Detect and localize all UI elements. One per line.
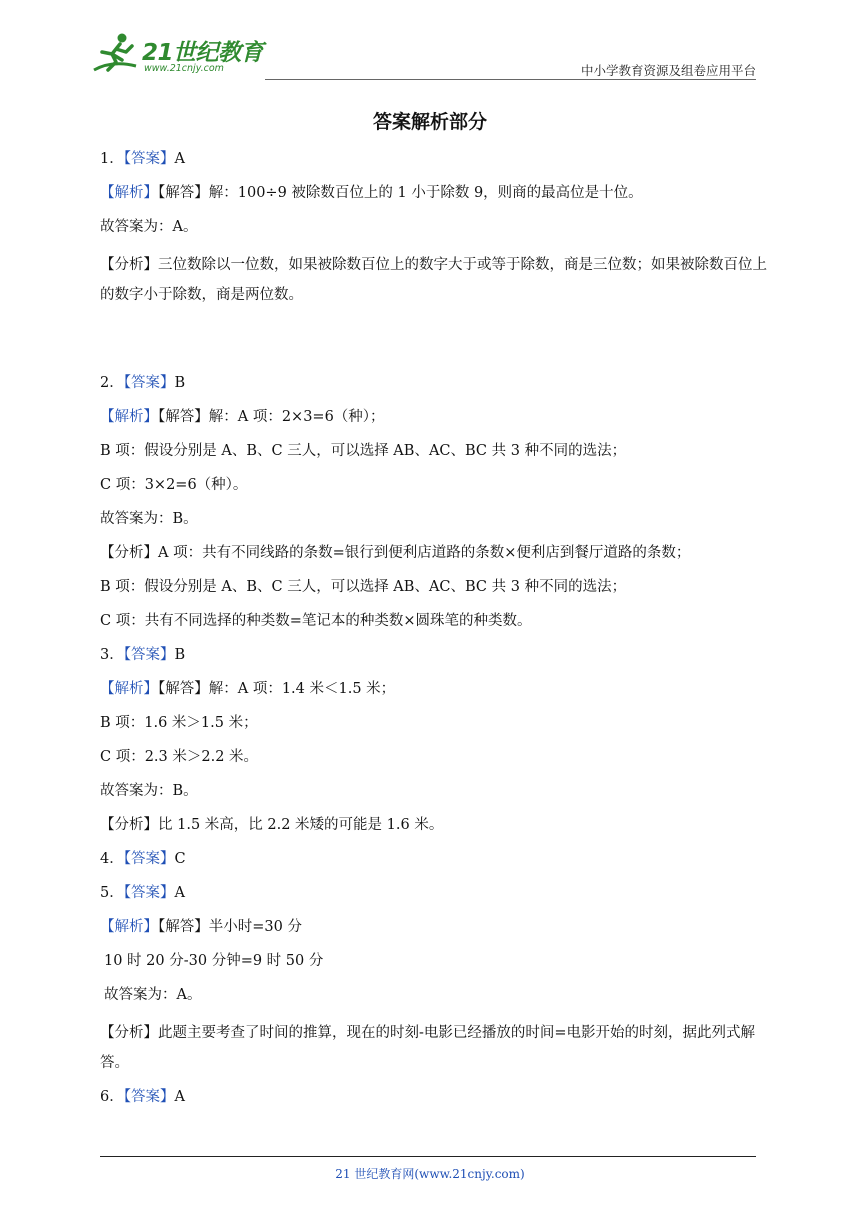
logo-url: www.21cnjy.com — [144, 63, 224, 74]
q6-answer: A — [174, 1089, 185, 1105]
spacer — [100, 318, 770, 372]
runner-logo-icon — [92, 30, 146, 78]
page-title: 答案解析部分 — [372, 111, 487, 133]
q2-conclusion: 故答案为：B。 — [100, 511, 198, 527]
q2-answer-line — [100, 372, 770, 394]
q1-answer-tag: 【答案】 — [123, 151, 175, 167]
q3-answer: B — [174, 647, 186, 663]
q5-conclusion: 故答案为：A。 — [104, 987, 202, 1003]
q1-jiexi-tag: 【解析】 — [100, 185, 158, 201]
q3-jieda: 【解答】解：A 项：1.4 米＜1.5 米； — [158, 681, 396, 697]
footer-divider — [100, 1156, 756, 1157]
q3-analysis: 【分析】比 1.5 米高，比 2.2 米矮的可能是 1.6 米。 — [100, 817, 444, 833]
q4-answer-tag: 【答案】 — [123, 851, 175, 867]
q2-jieda: 【解答】解：A 项：2×3=6（种）； — [158, 409, 385, 425]
q3-line-c: C 项：2.3 米＞2.2 米。 — [100, 749, 259, 765]
logo — [92, 30, 262, 78]
q1-jiexi-line — [100, 182, 770, 204]
q2-jiexi-tag: 【解析】 — [100, 409, 158, 425]
q2-analysis: 【分析】A 项：共有不同线路的条数=银行到便利店道路的条数×便利店到餐厅道路的条数； — [100, 545, 691, 561]
q3-number: 3． — [100, 647, 124, 663]
q1-conclusion: 故答案为：A。 — [100, 219, 198, 235]
q2-answer-tag: 【答案】 — [123, 375, 175, 391]
q4-answer-line — [100, 848, 770, 870]
q5-answer-tag: 【答案】 — [123, 885, 175, 901]
answer-content — [100, 148, 770, 1120]
q1-jieda: 【解答】解：100÷9 被除数百位上的 1 小于除数 9，则商的最高位是十位。 — [158, 185, 643, 201]
q5-analysis: 【分析】此题主要考查了时间的推算，现在的时刻-电影已经播放的时间=电影开始的时刻，据此列式解答。 — [100, 1025, 756, 1071]
platform-label: 中小学教育资源及组卷应用平台 — [580, 63, 756, 78]
q6-number: 6． — [100, 1089, 124, 1105]
q2-answer: B — [174, 375, 186, 391]
q3-line-b: B 项：1.6 米＞1.5 米； — [100, 715, 258, 731]
q2-analysis-b: B 项：假设分别是 A、B、C 三人，可以选择 AB、AC、BC 共 3 种不同的选法； — [100, 579, 627, 595]
header-divider — [265, 79, 756, 80]
q4-answer: C — [174, 851, 186, 867]
q2-line-c: C 项：3×2=6（种）。 — [100, 477, 248, 493]
q5-answer-line — [100, 882, 770, 904]
q2-analysis-c: C 项：共有不同选择的种类数=笔记本的种类数×圆珠笔的种类数。 — [100, 613, 532, 629]
q3-answer-line — [100, 644, 770, 666]
q2-number: 2． — [100, 375, 124, 391]
q1-answer: A — [174, 151, 185, 167]
footer-text: 21 世纪教育网(www.21cnjy.com) — [335, 1167, 525, 1181]
q4-number: 4． — [100, 851, 124, 867]
logo-text: 21世纪教育 — [142, 40, 264, 66]
q2-line-b: B 项：假设分别是 A、B、C 三人，可以选择 AB、AC、BC 共 3 种不同的选法； — [100, 443, 627, 459]
q3-answer-tag: 【答案】 — [123, 647, 175, 663]
q3-jiexi-tag: 【解析】 — [100, 681, 158, 697]
q5-answer: A — [174, 885, 185, 901]
q1-analysis: 【分析】三位数除以一位数，如果被除数百位上的数字大于或等于除数，商是三位数；如果被除数百位上的数字小于除数，商是两位数。 — [100, 257, 767, 303]
q5-jiexi-line — [100, 916, 770, 938]
q3-conclusion: 故答案为：B。 — [100, 783, 198, 799]
q2-jiexi-line — [100, 406, 770, 428]
q5-jiexi-tag: 【解析】 — [100, 919, 158, 935]
page-header — [0, 0, 860, 80]
q5-jieda: 【解答】半小时=30 分 — [158, 919, 302, 935]
q6-answer-tag: 【答案】 — [123, 1089, 175, 1105]
q5-line-2: 10 时 20 分-30 分钟=9 时 50 分 — [104, 953, 324, 969]
q1-answer-line — [100, 148, 770, 170]
q6-answer-line — [100, 1086, 770, 1108]
q1-number: 1． — [100, 151, 124, 167]
q5-number: 5． — [100, 885, 124, 901]
q3-jiexi-line — [100, 678, 770, 700]
